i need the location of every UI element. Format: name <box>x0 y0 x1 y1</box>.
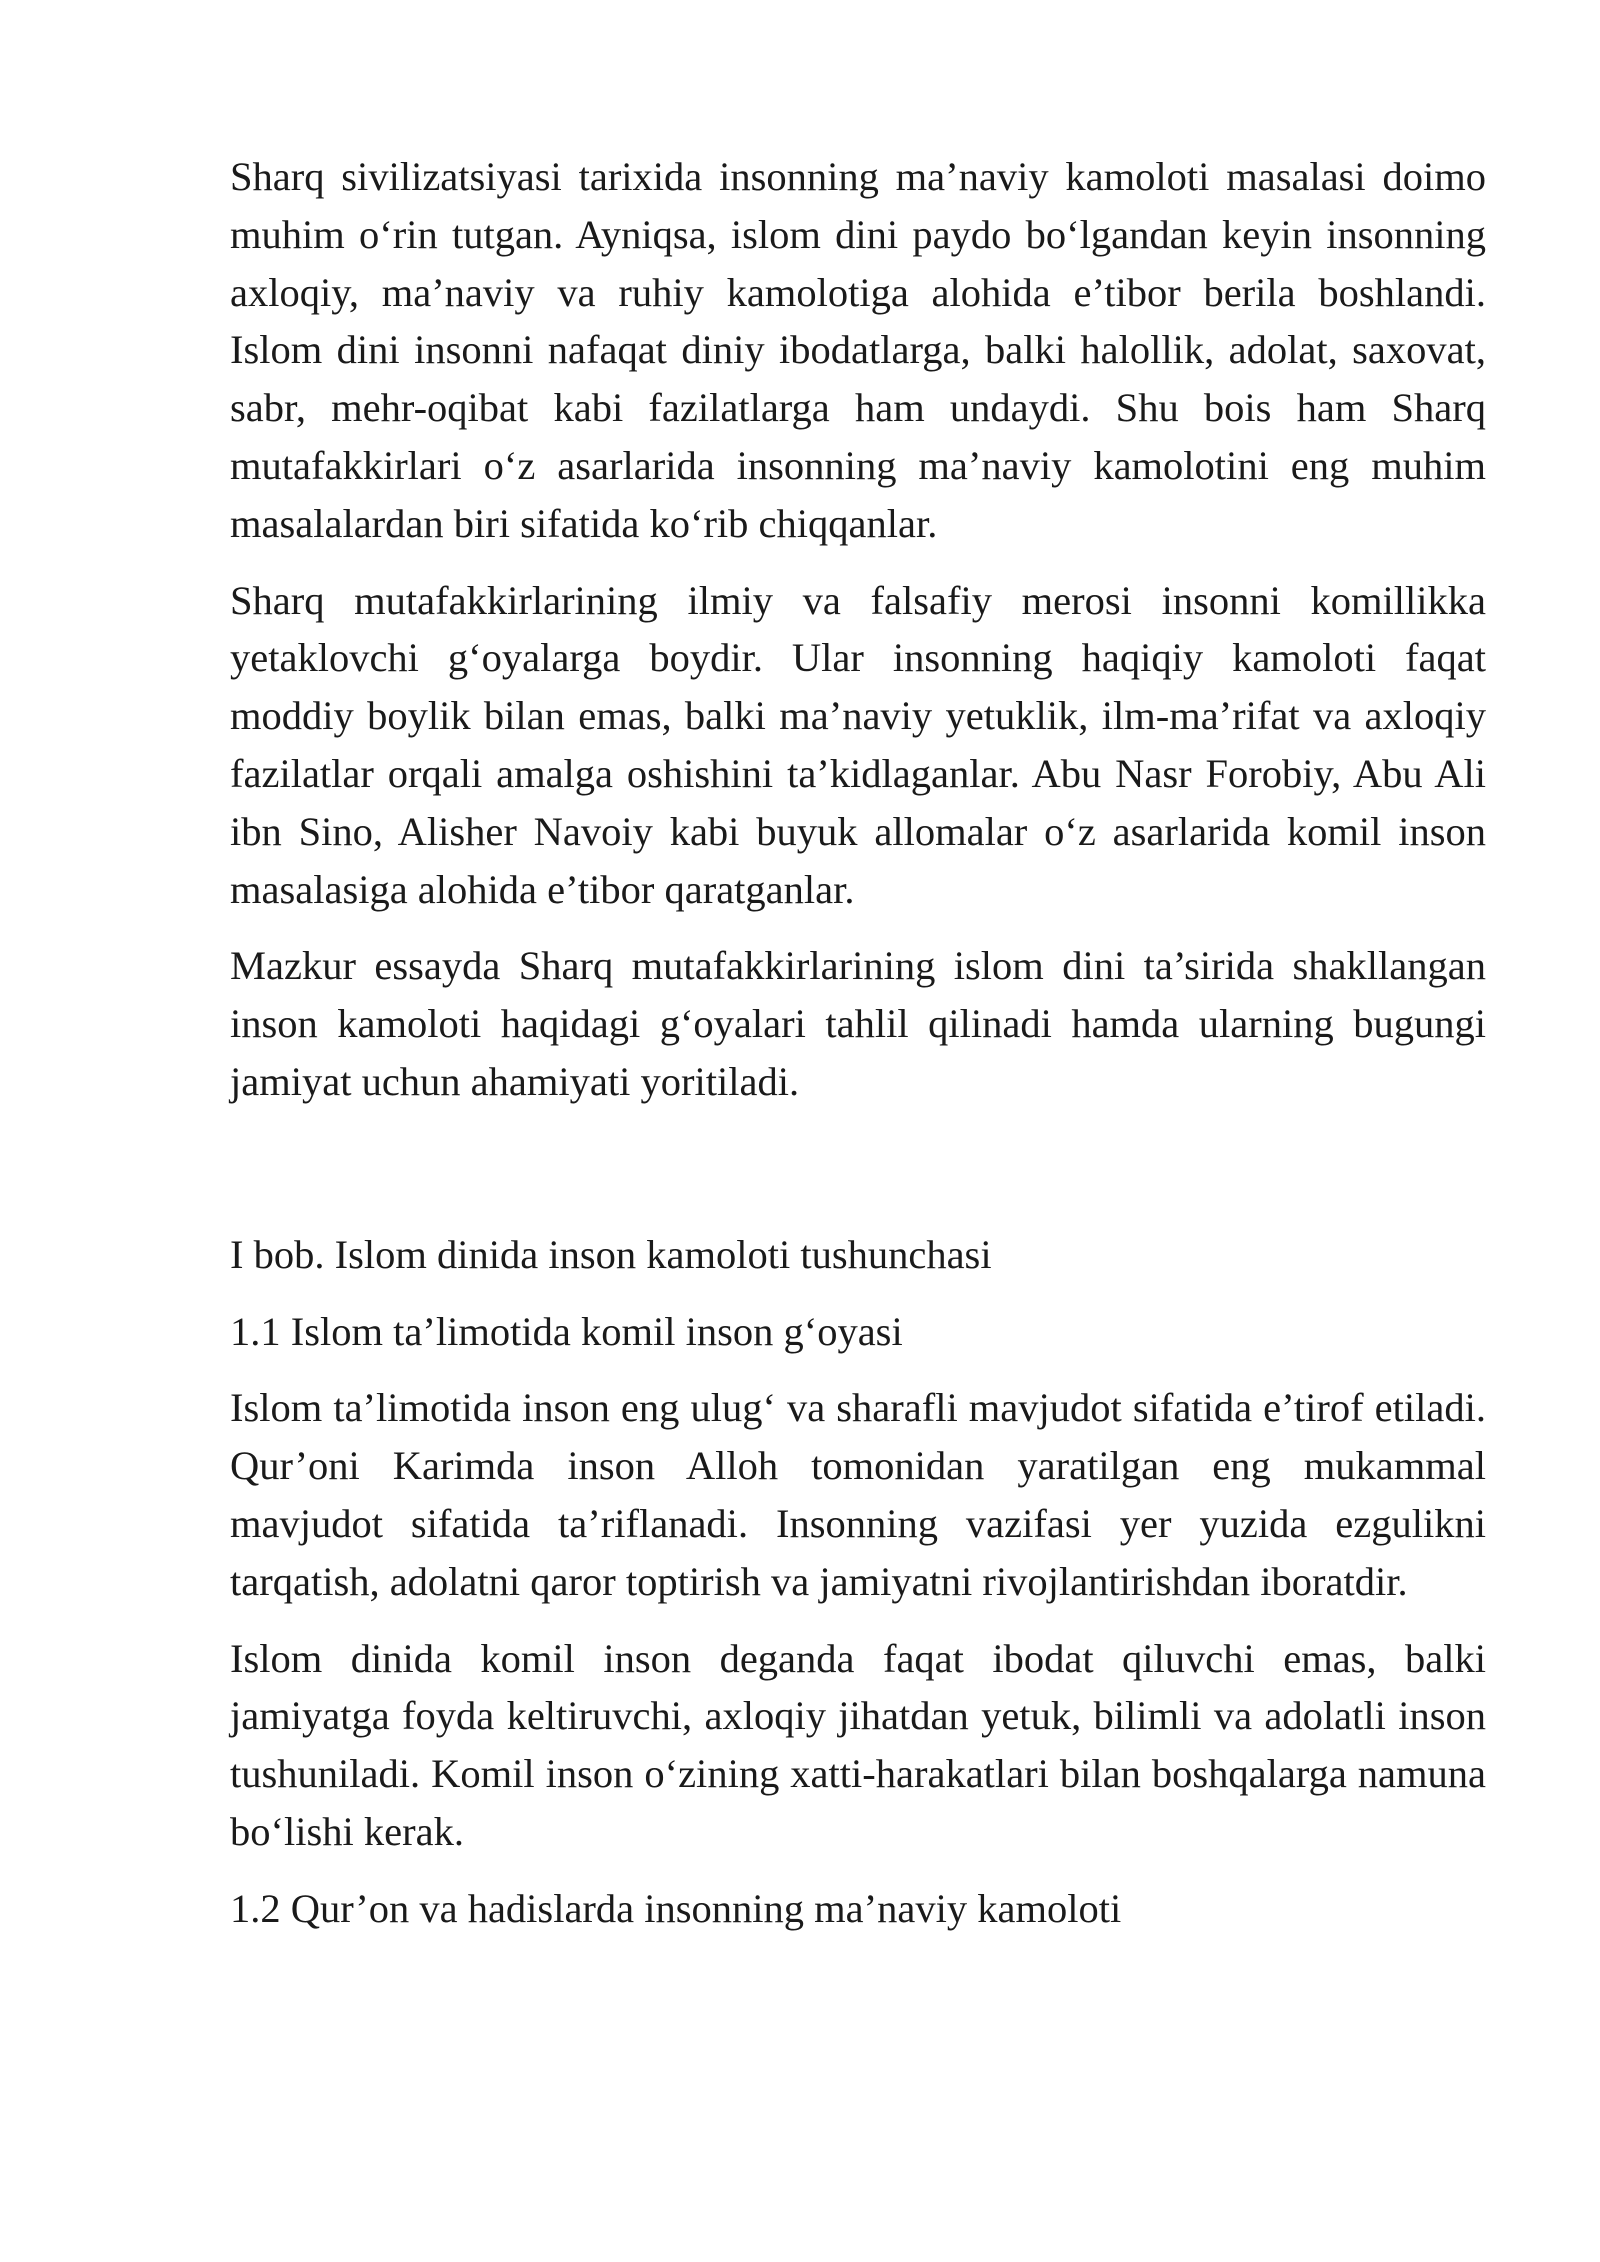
section-1-2-title: 1.2 Qur’on va hadislarda insonning ma’naviy kamoloti <box>230 1885 1122 1931</box>
document-page <box>230 148 1486 1957</box>
intro-paragraph-3: Mazkur essayda Sharq mutafakkirlarining islom dini ta’sirida shakllangan inson kamoloti haqidagi g‘oyalari tahlil qilinadi hamda ularning bugungi jamiyat uchun ahamiyati yoritiladi. <box>230 943 1486 1104</box>
chapter-title: I bob. Islom dinida inson kamoloti tushunchasi <box>230 1231 992 1277</box>
section-spacer <box>230 1130 1486 1226</box>
intro-paragraph-2: Sharq mutafakkirlarining ilmiy va falsafiy merosi insonni komillikka yetaklovchi g‘oyalarga boydir. Ular insonning haqiqiy kamoloti faqat moddiy boylik bilan emas, balki ma’naviy yetuklik, ilm-ma’rifat va axloqiy fazilatlar orqali amalga oshishini ta’kidlaganlar. Abu Nasr Forobiy, Abu Ali ibn Sino, Alisher Navoiy kabi buyuk allomalar o‘z asarlarida komil inson masalasiga alohida e’tibor qaratganlar. <box>230 577 1486 912</box>
section-1-1-paragraph-1: Islom ta’limotida inson eng ulug‘ va sharafli mavjudot sifatida e’tirof etiladi. Qur’oni Karimda inson Alloh tomonidan yaratilgan eng mukammal mavjudot sifatida ta’riflanadi. Insonning vazifasi yer yuzida ezgulikni tarqatish, adolatni qaror toptirish va jamiyatni rivojlantirishdan iboratdir. <box>230 1385 1486 1604</box>
intro-paragraph-1: Sharq sivilizatsiyasi tarixida insonning ma’naviy kamoloti masalasi doimo muhim o‘rin tutgan. Ayniqsa, islom dini paydo bo‘lgandan keyin insonning axloqiy, ma’naviy va ruhiy kamolotiga alohida e’tibor berila boshlandi. Islom dini insonni nafaqat diniy ibodatlarga, balki halollik, adolat, saxovat, sabr, mehr-oqibat kabi fazilatlarga ham undaydi. Shu bois ham Sharq mutafakkirlari o‘z asarlarida insonning ma’naviy kamolotini eng muhim masalalardan biri sifatida ko‘rib chiqqanlar. <box>230 154 1486 546</box>
section-1-1-title: 1.1 Islom ta’limotida komil inson g‘oyasi <box>230 1308 903 1354</box>
section-1-1-paragraph-2: Islom dinida komil inson deganda faqat ibodat qiluvchi emas, balki jamiyatga foyda keltiruvchi, axloqiy jihatdan yetuk, bilimli va adolatli inson tushuniladi. Komil inson o‘zining xatti-harakatlari bilan boshqalarga namuna bo‘lishi kerak. <box>230 1635 1486 1854</box>
